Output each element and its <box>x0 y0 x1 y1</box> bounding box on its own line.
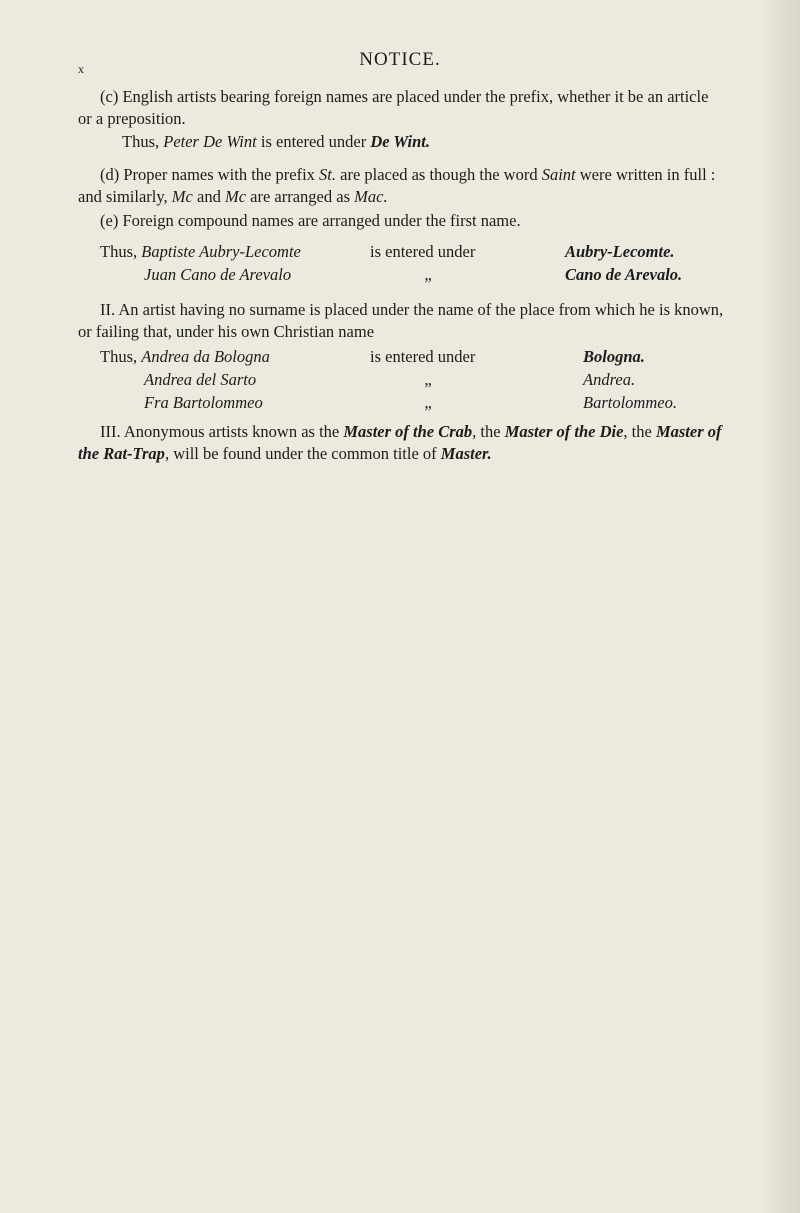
rule-c-example: Thus, Peter De Wint is entered under De Wint. <box>122 132 430 151</box>
rule-ii-example-1-verb: is entered under <box>370 347 476 366</box>
page-edge-shadow <box>760 0 800 1213</box>
rule-e-example-1-verb: is entered under <box>370 242 476 261</box>
rule-iii-paragraph: III. Anonymous artists known as the Master of the Crab, the Master of the Die, the Master of the Rat-Trap, will be found under the common title of Master. <box>78 422 722 463</box>
rule-d-paragraph: (d) Proper names with the prefix St. are placed as though the word Saint were written in full : and similarly, Mc and Mc are arranged as Mac. <box>78 165 716 206</box>
page-number: x <box>78 62 84 76</box>
page-title: NOTICE. <box>359 49 441 70</box>
rule-ii-example-2: Andrea del Sarto <box>144 370 257 389</box>
rule-ii-example-3-entry: Bartolommeo. <box>583 393 677 412</box>
rule-e-example-1-entry: Aubry-Lecomte. <box>565 242 675 261</box>
rule-e-example-1: Thus, Baptiste Aubry-Lecomte <box>100 242 301 261</box>
rule-e-paragraph: (e) Foreign compound names are arranged under the first name. <box>100 211 521 230</box>
rule-e-example-2-ditto: „ <box>424 265 432 284</box>
rule-ii-paragraph: II. An artist having no surname is placed under the name of the place from which he is known, or failing that, under his own Christian name <box>78 300 724 341</box>
rule-e-example-2: Juan Cano de Arevalo <box>144 265 292 284</box>
rule-ii-example-1-entry: Bologna. <box>583 347 645 366</box>
rule-c-paragraph: (c) English artists bearing foreign names are placed under the prefix, whether it be an article or a preposition. <box>78 87 709 128</box>
rule-ii-example-2-ditto: „ <box>424 370 432 389</box>
rule-ii-example-1: Thus, Andrea da Bologna <box>100 347 270 366</box>
rule-e-example-2-entry: Cano de Arevalo. <box>565 265 683 284</box>
rule-ii-example-2-entry: Andrea. <box>583 370 636 389</box>
rule-ii-example-3: Fra Bartolommeo <box>144 393 263 412</box>
rule-ii-example-3-ditto: „ <box>424 393 432 412</box>
